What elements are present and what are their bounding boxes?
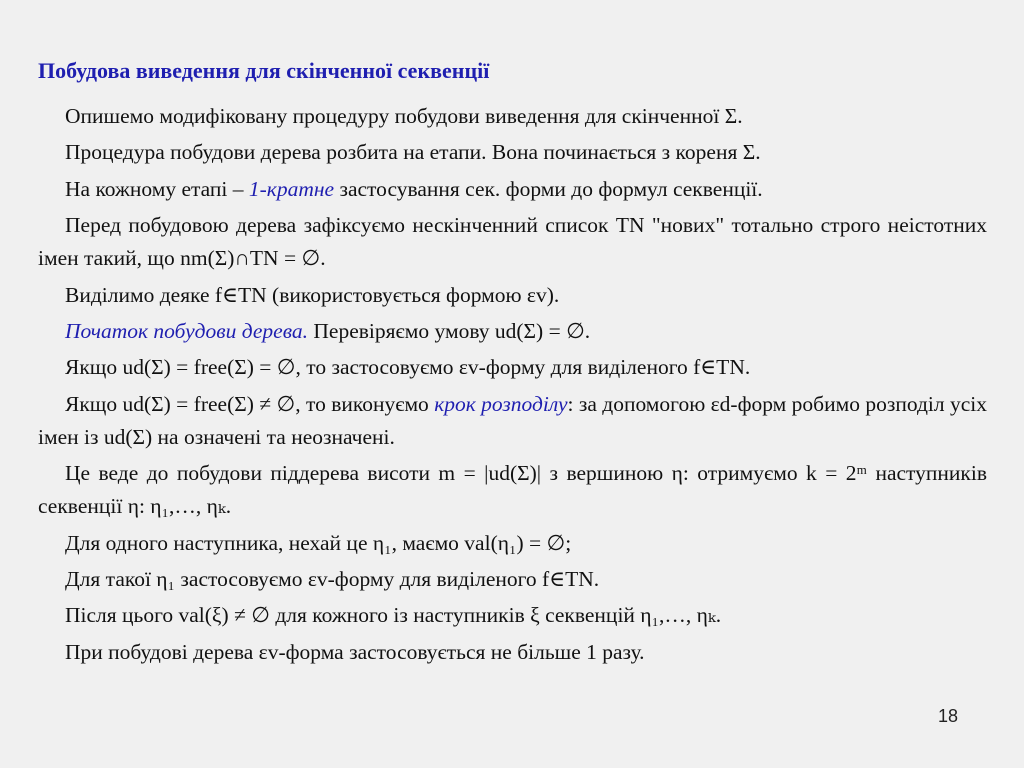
text-segment: Перевіряємо умову ud(Σ) = ∅. — [308, 318, 591, 343]
paragraph — [38, 209, 987, 276]
page-number: 18 — [938, 706, 959, 726]
text-segment: Опишемо модифіковану процедуру побудови виведення для скінченної Σ. — [65, 104, 743, 128]
text-segment: : за допомогою εd-форм робимо розподіл усіх імен із ud(Σ) на означені та неозначені. — [38, 391, 988, 449]
slide-content — [38, 100, 987, 672]
text-segment: Для такої η₁ застосовуємо εv-форму для виділеного f∈TN. — [65, 567, 600, 592]
text-segment: Перед побудовою дерева зафіксуємо нескінченний список TN "нових" тотально строго неістотних імен такий, що nm(Σ)∩TN = ∅. — [38, 212, 987, 271]
text-segment: На кожному етапі – — [65, 176, 249, 201]
text-segment: застосування сек. форми до формул секвенції. — [334, 176, 763, 201]
text-segment: Якщо ud(Σ) = free(Σ) ≠ ∅, то виконуємо — [65, 391, 435, 416]
highlighted-term: 1-кратне — [248, 176, 335, 201]
paragraph — [38, 315, 987, 348]
paragraph — [38, 457, 987, 524]
text-segment: Якщо ud(Σ) = free(Σ) = ∅, то застосовуємо εv-форму для виділеного f∈TN. — [65, 355, 751, 380]
paragraph — [38, 279, 987, 312]
paragraph — [38, 388, 987, 455]
paragraph — [38, 599, 987, 632]
text-segment: Процедура побудови дерева розбита на етапи. Вона починається з кореня Σ. — [65, 140, 761, 165]
paragraph — [38, 136, 987, 169]
text-segment: Для одного наступника, нехай це η₁, маємо val(η₁) = ∅; — [65, 530, 572, 555]
text-segment: Це веде до побудови піддерева висоти m = |ud(Σ)| з вершиною η: отримуємо k = 2ᵐ наступників секвенції η: η₁,…, ηₖ. — [38, 461, 987, 519]
paragraph — [38, 100, 987, 133]
paragraph — [38, 173, 987, 206]
text-segment: При побудові дерева εv-форма застосовується не більше 1 разу. — [65, 639, 645, 664]
highlighted-term: крок розподілу — [434, 391, 568, 416]
paragraph — [38, 527, 987, 560]
slide-title: Побудова виведення для скінченної секвенції — [38, 58, 490, 83]
text-segment: Після цього val(ξ) ≠ ∅ для кожного із наступників ξ секвенцій η₁,…, ηₖ. — [65, 603, 722, 628]
paragraph — [38, 563, 987, 596]
highlighted-term: Початок побудови дерева. — [65, 318, 309, 343]
paragraph — [38, 636, 987, 669]
paragraph — [38, 351, 987, 384]
text-segment: Виділимо деяке f∈TN (використовується формою εv). — [65, 282, 560, 307]
